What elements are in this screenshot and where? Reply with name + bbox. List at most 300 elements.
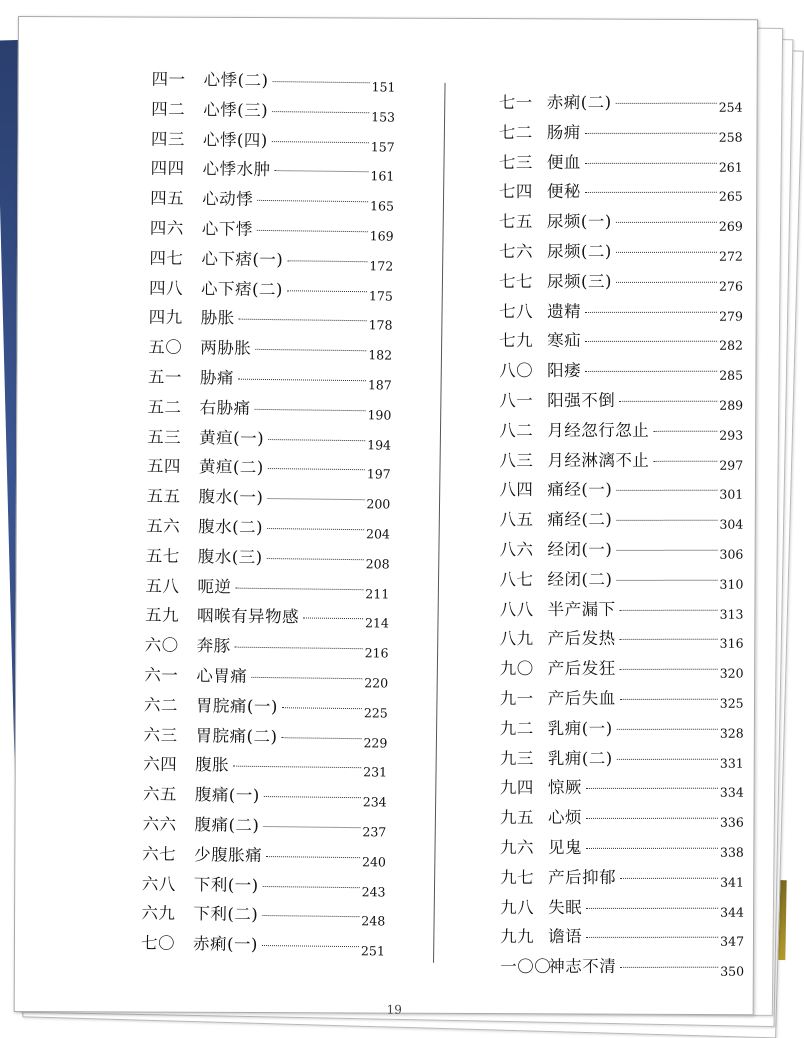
entry-number: 六七 [142,844,177,864]
toc-entry [147,453,397,486]
entry-title: 心下痞(一) [201,248,284,269]
dot-leader [235,587,363,590]
entry-number: 九七 [500,867,535,887]
entry-title: 胃脘痛(二) [195,725,278,746]
toc-entry [499,416,749,446]
entry-title: 半产漏下 [547,599,616,619]
dot-leader [272,111,369,113]
toc-entry [500,714,750,744]
entry-page-number: 338 [720,844,744,860]
dot-leader [262,915,359,917]
entry-number: 八九 [499,629,534,649]
toc-entry [499,446,749,476]
entry-page-number: 282 [719,338,744,354]
toc-entry [500,655,750,685]
entry-title: 尿频(三) [547,271,612,291]
dot-leader [585,133,717,134]
toc-entry [151,66,401,99]
dot-leader [257,200,368,202]
entry-page-number: 240 [361,853,387,870]
dot-leader [585,162,717,163]
entry-page-number: 272 [718,248,743,264]
dot-leader [287,290,367,292]
dot-leader [262,945,359,947]
entry-number: 九六 [499,837,535,858]
entry-number: 四七 [149,248,184,268]
toc-entry [143,751,393,784]
entry-title: 赤痢(一) [192,934,259,955]
entry-title: 产后发狂 [547,659,616,679]
dot-leader [620,609,718,610]
toc-entry [499,89,749,119]
dot-leader [268,468,365,470]
dot-leader [264,796,361,798]
entry-number: 五五 [146,486,181,507]
entry-number: 七七 [499,271,534,291]
toc-entry [146,483,396,516]
entry-title: 腹痛(一) [194,785,260,806]
toc-right-column [499,89,751,983]
entry-number: 七一 [498,93,533,113]
entry-number: 六二 [143,695,179,715]
entry-number: 七三 [498,152,533,172]
entry-number: 七二 [498,122,533,142]
entry-title: 心悸(三) [203,100,269,120]
entry-title: 下利(一) [193,874,259,895]
entry-title: 乳痈(一) [547,718,613,738]
entry-page-number: 336 [719,814,744,830]
dot-leader [620,877,718,878]
entry-number: 八四 [499,480,534,500]
entry-number: 六〇 [144,635,179,656]
dot-leader [272,141,369,143]
dot-leader [251,677,362,679]
toc-entry [499,208,749,238]
entry-number: 四六 [149,218,184,238]
entry-number: 四一 [151,69,186,89]
entry-page-number: 211 [365,585,390,602]
dot-leader [268,439,365,441]
entry-title: 月经淋漓不止 [547,450,650,470]
toc-entry [500,595,750,625]
entry-title: 失眠 [548,897,583,917]
entry-page-number: 276 [719,278,743,294]
entry-number: 五一 [147,367,183,387]
toc-entry [149,304,399,337]
dot-leader [585,311,717,312]
entry-page-number: 237 [362,824,387,840]
entry-number: 六五 [142,784,177,805]
entry-number: 六九 [141,903,176,924]
dot-leader [257,230,368,232]
toc-entry [146,542,396,575]
toc-entry [500,565,750,595]
entry-title: 心下痞(二) [200,278,284,299]
entry-title: 阳痿 [547,361,582,381]
entry-page-number: 208 [365,555,390,572]
entry-page-number: 151 [371,79,396,95]
dot-leader [616,490,717,491]
dot-leader [616,579,717,580]
toc-entry [500,744,750,774]
toc-entry [142,870,392,903]
entry-title: 下利(二) [193,904,259,925]
entry-page-number: 157 [370,138,395,155]
entry-number: 八六 [499,539,534,560]
entry-number: 九三 [499,748,534,768]
entry-title: 产后抑郁 [548,867,617,887]
entry-number: 七〇 [140,933,176,954]
dot-leader [620,967,718,968]
entry-number: 九九 [500,927,535,947]
entry-title: 痛经(二) [547,510,613,530]
toc-entry [147,393,397,426]
entry-title: 黄疸(一) [199,427,265,448]
dot-leader [267,558,364,560]
toc-entry [142,810,392,843]
column-divider [433,83,446,963]
entry-number: 六八 [141,874,176,894]
dot-leader [653,430,717,431]
entry-page-number: 313 [719,606,744,622]
toc-entry [499,238,749,268]
toc-entry [145,572,395,605]
dot-leader [235,647,363,650]
entry-page-number: 248 [361,913,386,929]
dot-leader [620,639,718,640]
entry-page-number: 175 [368,287,393,304]
dot-leader [585,192,717,193]
entry-number: 四五 [150,188,185,209]
entry-page-number: 310 [719,576,744,592]
entry-page-number: 234 [362,794,387,810]
entry-page-number: 325 [719,695,744,711]
entry-number: 六一 [144,665,179,685]
entry-number: 五八 [145,576,180,596]
entry-title: 乳痈(二) [547,748,613,768]
entry-number: 七九 [499,331,534,351]
entry-number: 四二 [151,99,186,119]
dot-leader [620,699,718,700]
entry-title: 寒疝 [547,331,582,351]
entry-title: 右胁痛 [199,397,251,418]
entry-number: 五六 [146,516,181,536]
dot-leader [616,103,717,104]
entry-title: 少腹胀痛 [194,844,263,865]
entry-number: 八五 [499,510,534,530]
entry-title: 腹胀 [195,755,230,775]
dot-leader [619,401,717,402]
entry-number: 五七 [145,546,180,566]
dot-leader [303,618,363,620]
entry-title: 心下悸 [201,219,253,239]
entry-page-number: 320 [719,665,744,681]
entry-number: 五四 [146,456,182,477]
toc-entry [151,95,401,128]
entry-title: 腹水(三) [197,546,263,567]
entry-number: 九四 [499,778,534,798]
toc-entry [141,900,391,933]
toc-entry [144,691,394,724]
entry-title: 经闭(一) [547,539,613,559]
toc-entry [499,387,749,417]
entry-title: 谵语 [548,927,583,947]
entry-page-number: 334 [719,784,744,801]
entry-page-number: 261 [718,159,743,175]
toc-entry [499,297,749,327]
entry-number: 五三 [147,427,182,447]
toc-entry [500,804,750,834]
entry-number: 五二 [147,397,182,417]
dot-leader [586,907,718,908]
entry-title: 便秘 [546,182,581,202]
entry-number: 五〇 [148,337,183,358]
entry-title: 见鬼 [547,837,583,857]
toc-entry [500,625,750,655]
entry-number: 七五 [498,212,533,232]
dot-leader [617,758,718,759]
entry-number: 九〇 [499,659,534,679]
toc-entry [141,930,391,963]
dot-leader [616,520,717,521]
entry-title: 遗精 [547,301,582,321]
dot-leader [586,848,718,849]
entry-page-number: 165 [369,198,395,214]
dot-leader [233,766,361,769]
entry-number: 四四 [150,158,185,179]
toc-entry [142,840,392,873]
dot-leader [620,669,718,670]
toc-entry [500,893,750,923]
entry-title: 月经忽行忽止 [547,420,650,440]
entry-title: 神志不清 [548,957,617,977]
toc-entry [499,476,749,506]
toc-entry [150,185,400,218]
entry-page-number: 225 [363,704,388,721]
dot-leader [617,728,718,729]
dot-leader [287,260,367,262]
dot-leader [272,81,369,83]
toc-entry [149,244,399,277]
entry-title: 惊厥 [547,778,582,798]
entry-page-number: 331 [719,755,744,771]
entry-title: 产后发热 [547,629,616,649]
entry-title: 心动悸 [202,189,254,210]
toc-entry [146,513,396,546]
entry-page-number: 269 [718,218,743,234]
entry-number: 八三 [499,450,534,470]
entry-page-number: 279 [719,308,743,324]
dot-leader [616,550,717,551]
entry-number: 八二 [499,420,534,440]
dot-leader [616,281,717,282]
toc-entry [148,334,398,367]
entry-number: 六四 [143,754,178,775]
entry-number: 九八 [500,897,535,917]
entry-title: 黄疸(二) [198,457,264,478]
entry-number: 八七 [499,569,534,589]
entry-page-number: 285 [719,367,744,383]
dot-leader [586,937,718,938]
entry-page-number: 229 [363,734,388,751]
entry-page-number: 178 [368,317,393,333]
entry-title: 胁痛 [199,368,235,388]
entry-number: 六六 [142,814,177,834]
entry-page-number: 197 [366,466,391,482]
entry-page-number: 153 [371,109,396,125]
entry-page-number: 301 [719,487,744,503]
dot-leader [239,319,367,322]
toc-entry [499,536,749,566]
dot-leader [263,826,360,828]
entry-page-number: 216 [364,645,389,661]
dot-leader [255,349,366,351]
entry-title: 肠痈 [546,122,581,142]
entry-page-number: 306 [719,546,744,562]
toc-entry [500,834,750,864]
dot-leader [238,379,366,382]
toc-entry [144,661,394,694]
entry-page-number: 297 [719,457,744,473]
toc-entry [499,267,749,297]
entry-number: 四三 [150,129,186,149]
dot-leader [282,707,362,709]
entry-title: 两胁胀 [200,338,252,358]
entry-title: 腹痛(二) [194,815,260,835]
toc-entry [143,721,393,754]
entry-title: 尿频(二) [546,241,612,261]
entry-number: 九二 [499,718,534,738]
entry-number: 四九 [148,307,183,328]
entry-title: 阳强不倒 [547,390,616,410]
entry-title: 产后失血 [547,688,616,708]
entry-number: 七八 [499,301,534,321]
entry-title: 胃脘痛(一) [195,695,278,716]
entry-page-number: 169 [369,228,394,244]
entry-number: 八一 [499,391,534,411]
toc-entry [151,125,401,158]
dot-leader [616,252,717,253]
entry-number: 九一 [499,688,534,709]
entry-page-number: 254 [718,99,743,115]
entry-page-number: 251 [360,943,385,959]
toc-entry [150,155,400,188]
entry-title: 便血 [546,152,581,172]
entry-number: 九五 [499,808,534,828]
entry-page-number: 265 [718,189,743,205]
dot-leader [586,818,718,819]
entry-title: 心悸水肿 [202,159,271,180]
toc-entry [500,774,750,804]
toc-entry [149,274,399,307]
entry-title: 经闭(二) [547,569,613,589]
toc-entry [499,357,749,387]
entry-page-number: 231 [363,764,388,780]
toc-entry [147,423,397,456]
entry-page-number: 204 [365,526,391,542]
entry-page-number: 328 [719,725,744,741]
entry-number: 七四 [498,182,533,202]
entry-title: 胁胀 [200,308,235,328]
entry-page-number: 214 [364,615,389,631]
entry-page-number: 258 [718,129,743,145]
entry-page-number: 344 [720,904,744,920]
entry-number: 七六 [498,242,533,262]
entry-page-number: 220 [364,675,389,691]
entry-title: 奔豚 [196,636,231,656]
entry-page-number: 161 [370,168,395,184]
entry-number: 四八 [148,278,184,298]
dot-leader [275,170,369,172]
entry-page-number: 182 [368,347,393,363]
dot-leader [267,498,364,500]
toc-entry [148,364,398,397]
entry-title: 心悸(二) [203,70,269,91]
toc-left-column [141,66,402,963]
toc-entry [499,506,749,536]
toc-entry [143,781,393,814]
toc-entry [499,118,749,148]
toc-page [14,16,758,1015]
dot-leader [255,409,366,411]
entry-page-number: 243 [361,883,386,900]
entry-title: 赤痢(二) [546,92,612,113]
entry-title: 尿频(一) [546,212,612,232]
dot-leader [616,222,717,223]
toc-entry [500,923,750,953]
page-number: 19 [386,1002,402,1017]
dot-leader [586,788,718,789]
dot-leader [281,737,361,739]
entry-page-number: 200 [366,496,391,512]
entry-number: 八八 [499,599,534,619]
entry-number: 八〇 [499,361,534,381]
entry-page-number: 293 [719,427,744,443]
toc-entry [500,685,750,715]
entry-page-number: 187 [367,377,392,393]
entry-page-number: 190 [367,407,392,423]
entry-number: 一〇〇 [500,957,552,977]
toc-entry [500,953,750,983]
dot-leader [585,371,717,372]
dot-leader [263,886,360,888]
dot-leader [266,856,360,858]
entry-page-number: 194 [367,436,392,453]
entry-title: 腹水(一) [198,487,264,508]
toc-entry [499,148,749,178]
entry-page-number: 350 [720,963,745,979]
entry-title: 痛经(一) [547,480,613,500]
entry-number: 五九 [144,605,180,626]
entry-page-number: 172 [369,258,394,274]
entry-title: 心烦 [547,808,582,828]
toc-entry [500,863,750,893]
entry-page-number: 289 [719,397,744,413]
entry-page-number: 341 [720,874,744,890]
entry-title: 呃逆 [197,576,232,597]
entry-page-number: 347 [720,933,745,950]
toc-entry [145,602,395,635]
toc-entry [150,215,400,248]
entry-page-number: 316 [719,636,744,652]
dot-leader [267,528,364,530]
toc-entry [145,632,395,665]
toc-entry [499,327,749,357]
entry-title: 咽喉有异物感 [196,606,300,627]
entry-title: 心悸(四) [202,129,268,150]
toc-entry [499,178,749,208]
dot-leader [585,341,717,342]
